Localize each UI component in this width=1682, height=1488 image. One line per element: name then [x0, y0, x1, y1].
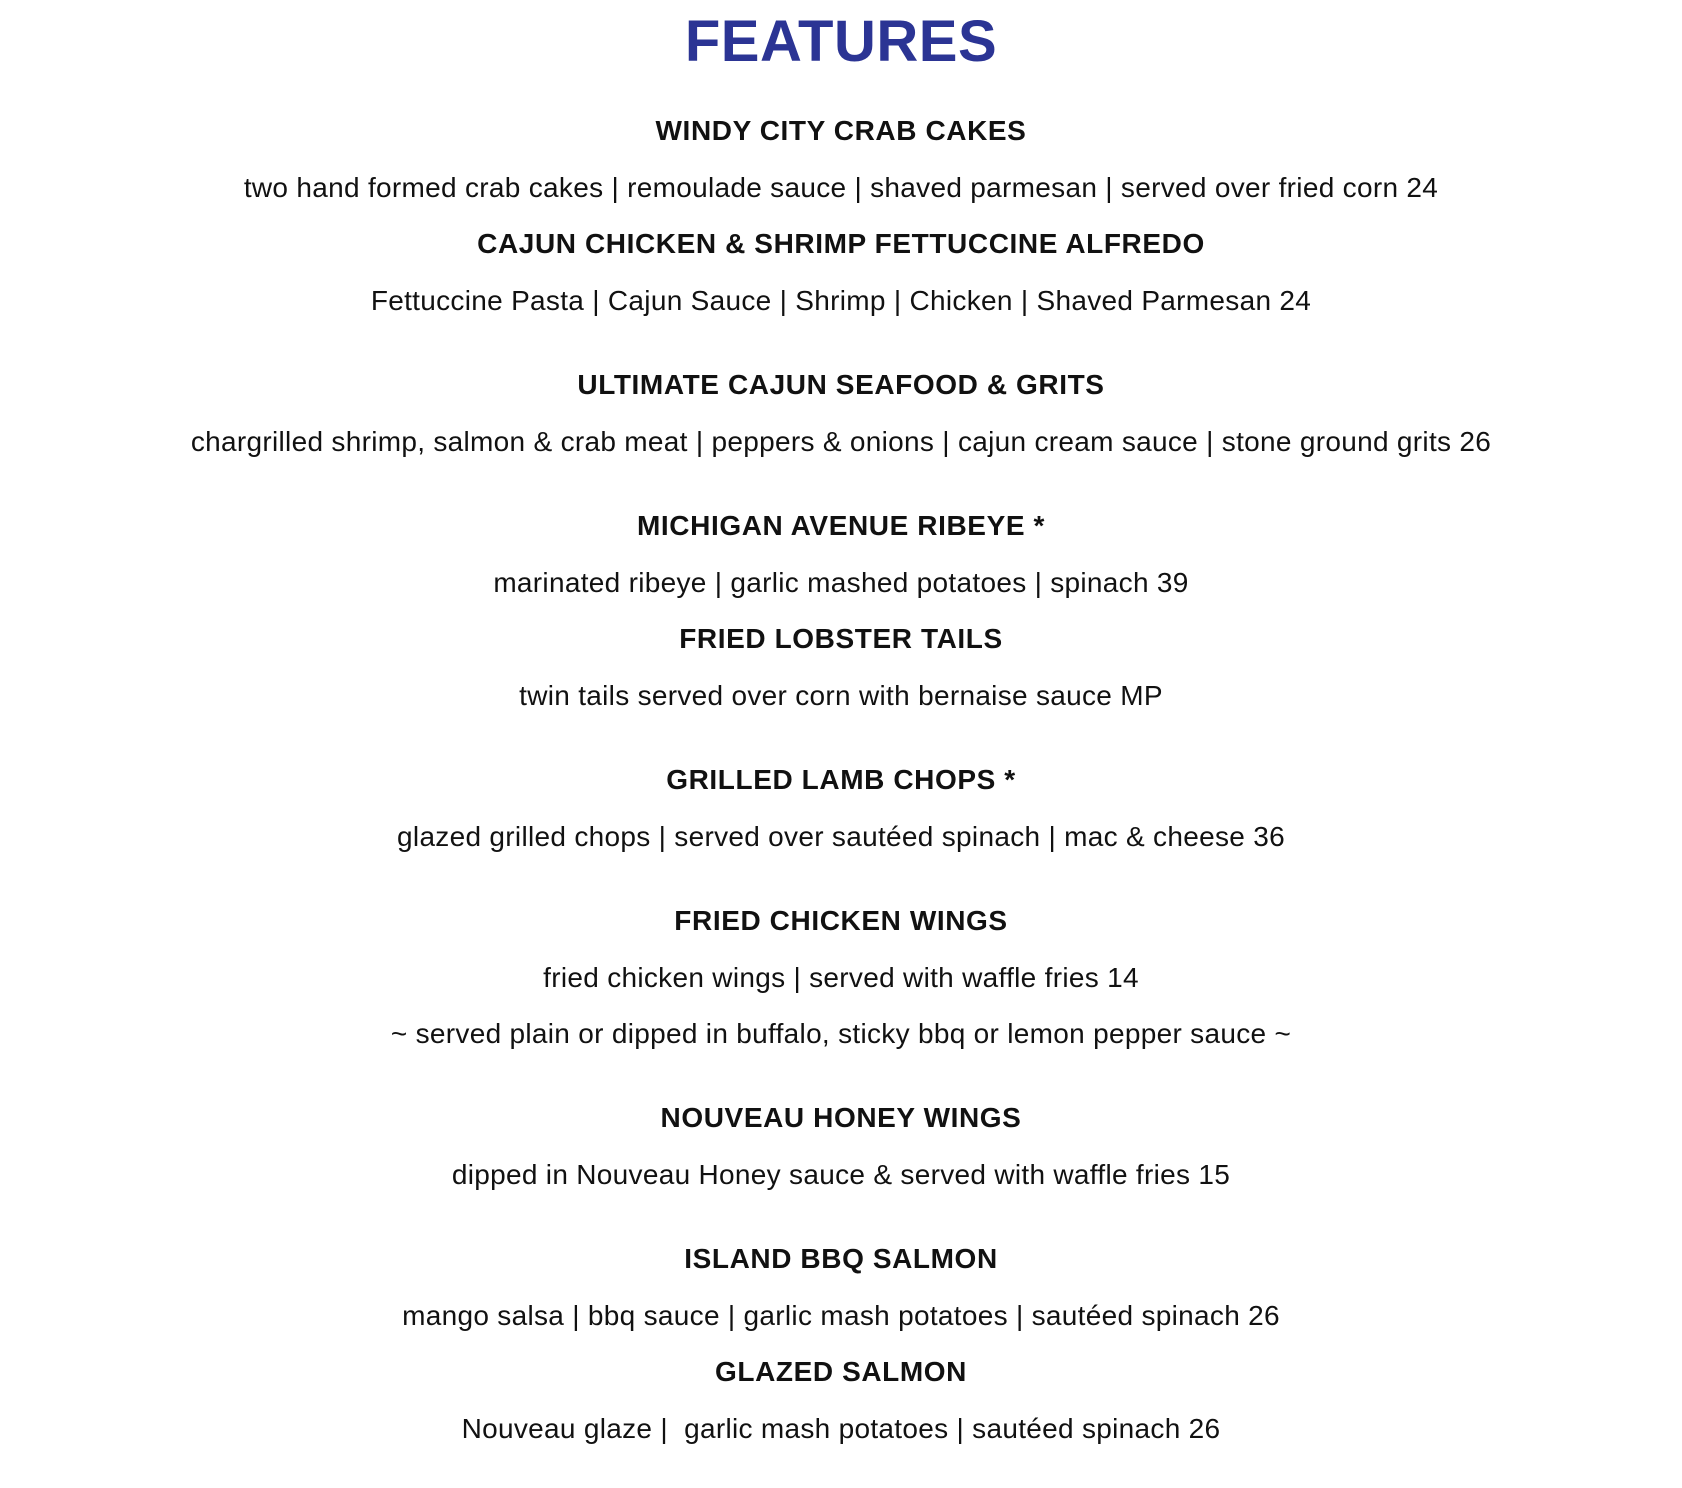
menu-title: FEATURES	[684, 9, 998, 74]
dish-name: ULTIMATE CAJUN SEAFOOD & GRITS	[577, 369, 1105, 400]
dish-note: ~ served plain or dipped in buffalo, sticky bbq or lemon pepper sauce ~	[390, 1018, 1292, 1049]
dish-name: FRIED LOBSTER TAILS	[679, 623, 1003, 654]
dish-description: marinated ribeye | garlic mashed potatoes | spinach 39	[493, 567, 1189, 598]
dish-name: GRILLED LAMB CHOPS *	[666, 764, 1016, 795]
dish-description: Fettuccine Pasta | Cajun Sauce | Shrimp | Chicken | Shaved Parmesan 24	[370, 285, 1312, 316]
dish-name: GLAZED SALMON	[714, 1356, 967, 1387]
dish-name: FRIED CHICKEN WINGS	[674, 905, 1008, 936]
dish-name: MICHIGAN AVENUE RIBEYE *	[637, 510, 1045, 541]
dish-description: twin tails served over corn with bernaise sauce MP	[519, 680, 1163, 711]
dish-description: Nouveau glaze | garlic mash potatoes | sautéed spinach 26	[461, 1413, 1221, 1444]
dish-name: ISLAND BBQ SALMON	[684, 1243, 998, 1274]
dish-description: chargrilled shrimp, salmon & crab meat | peppers & onions | cajun cream sauce | stone ground grits 26	[190, 426, 1492, 457]
dish-description: glazed grilled chops | served over sautéed spinach | mac & cheese 36	[397, 821, 1285, 852]
dish-description: dipped in Nouveau Honey sauce & served with waffle fries 15	[451, 1159, 1231, 1190]
dish-name: CAJUN CHICKEN & SHRIMP FETTUCCINE ALFREDO	[477, 228, 1205, 259]
dish-description: fried chicken wings | served with waffle fries 14	[543, 962, 1139, 993]
dish-description: mango salsa | bbq sauce | garlic mash potatoes | sautéed spinach 26	[402, 1300, 1280, 1331]
dish-name: NOUVEAU HONEY WINGS	[660, 1102, 1022, 1133]
dish-description: two hand formed crab cakes | remoulade sauce | shaved parmesan | served over fried corn 24	[243, 172, 1439, 203]
dish-name: WINDY CITY CRAB CAKES	[655, 115, 1027, 146]
